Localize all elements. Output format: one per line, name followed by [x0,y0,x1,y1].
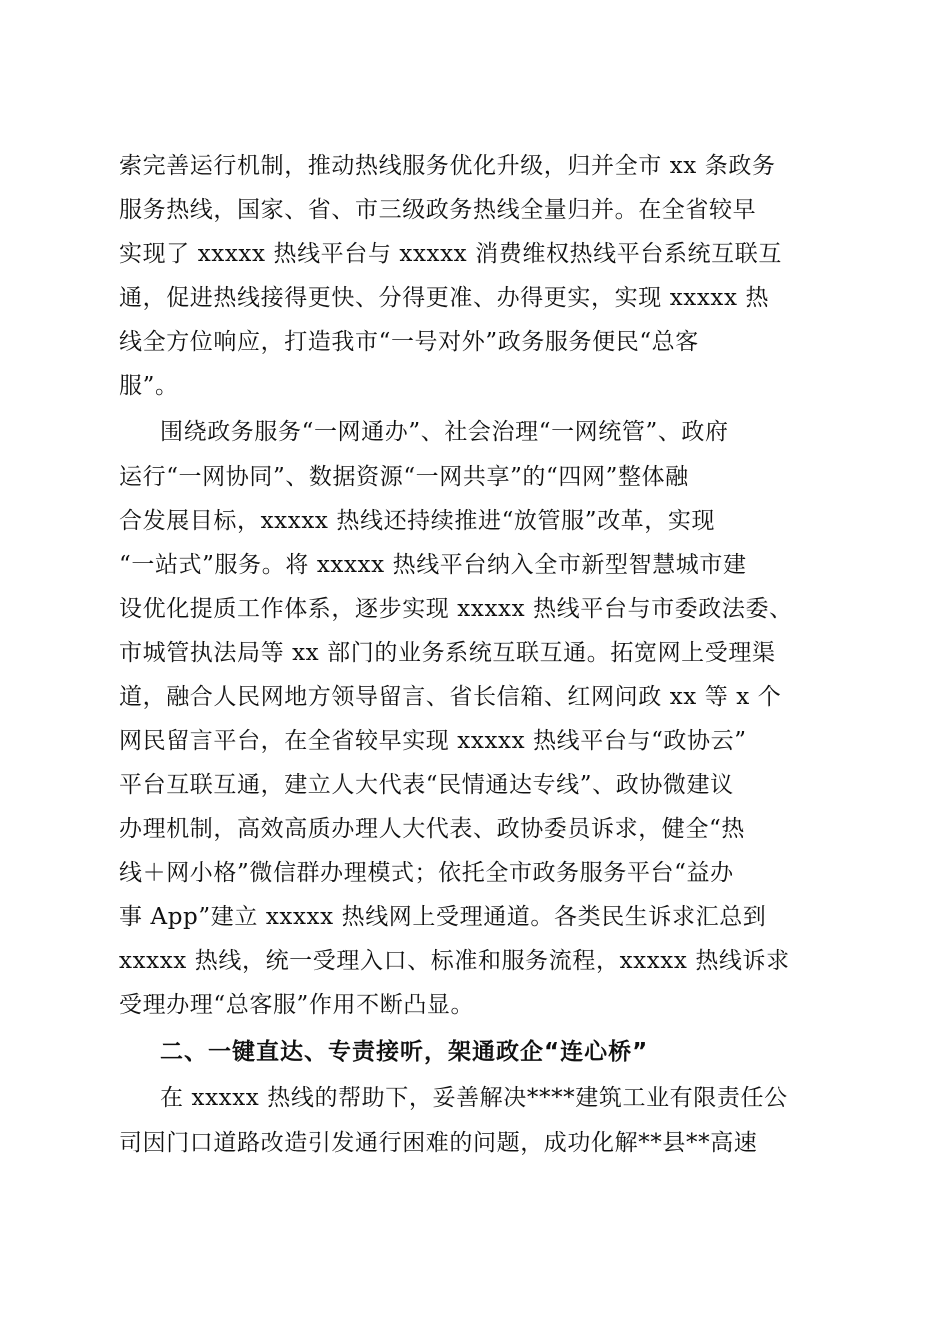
paragraph-1-line-6: 服”。 [119,373,179,399]
paragraph-2-line-10: 办理机制，高效高质办理人大代表、政协委员诉求，健全“热 [119,816,745,842]
paragraph-2-line-6: 市城管执法局等 xx 部门的业务系统互联互通。拓宽网上受理渠 [119,640,776,666]
paragraph-3-line-1: 在 xxxxx 热线的帮助下，妥善解决****建筑工业有限责任公 [160,1085,788,1111]
paragraph-2-line-4: “一站式”服务。将 xxxxx 热线平台纳入全市新型智慧城市建 [119,552,747,578]
paragraph-2-line-3: 合发展目标，xxxxx 热线还持续推进“放管服”改革，实现 [119,508,716,534]
paragraph-2-line-14: 受理办理“总客服”作用不断凸显。 [119,992,475,1018]
paragraph-1-line-5: 线全方位响应，打造我市“一号对外”政务服务便民“总客 [119,329,699,355]
paragraph-1-line-1: 索完善运行机制，推动热线服务优化升级，归并全市 xx 条政务 [119,153,776,179]
paragraph-2-line-5: 设优化提质工作体系，逐步实现 xxxxx 热线平台与市委政法委、 [119,596,793,622]
paragraph-3-line-2: 司因门口道路改造引发通行困难的问题，成功化解**县**高速 [119,1130,758,1156]
paragraph-2-line-8: 网民留言平台，在全省较早实现 xxxxx 热线平台与“政协云” [119,728,747,754]
paragraph-2-line-9: 平台互联互通，建立人大代表“民情通达专线”、政协微建议 [119,772,734,798]
paragraph-2-line-13: xxxxx 热线，统一受理入口、标准和服务流程，xxxxx 热线诉求 [119,948,790,974]
paragraph-2-line-2: 运行“一网协同”、数据资源“一网共享”的“四网”整体融 [119,464,689,490]
paragraph-2-line-12: 事 App”建立 xxxxx 热线网上受理通道。各类民生诉求汇总到 [119,904,767,930]
paragraph-2-line-7: 道，融合人民网地方领导留言、省长信箱、红网问政 xx 等 x 个 [119,684,782,710]
paragraph-1-line-2: 服务热线，国家、省、市三级政务热线全量归并。在全省较早 [119,197,757,223]
section-heading: 二、一键直达、专责接听，架通政企“连心桥” [160,1039,649,1065]
paragraph-1-line-4: 通，促进热线接得更快、分得更准、办得更实，实现 xxxxx 热 [119,285,770,311]
paragraph-2-line-1: 围绕政务服务“一网通办”、社会治理“一网统管”、政府 [160,419,729,445]
paragraph-1-line-3: 实现了 xxxxx 热线平台与 xxxxx 消费维权热线平台系统互联互 [119,241,782,267]
paragraph-2-line-11: 线＋网小格”微信群办理模式；依托全市政务服务平台“益办 [119,860,734,886]
